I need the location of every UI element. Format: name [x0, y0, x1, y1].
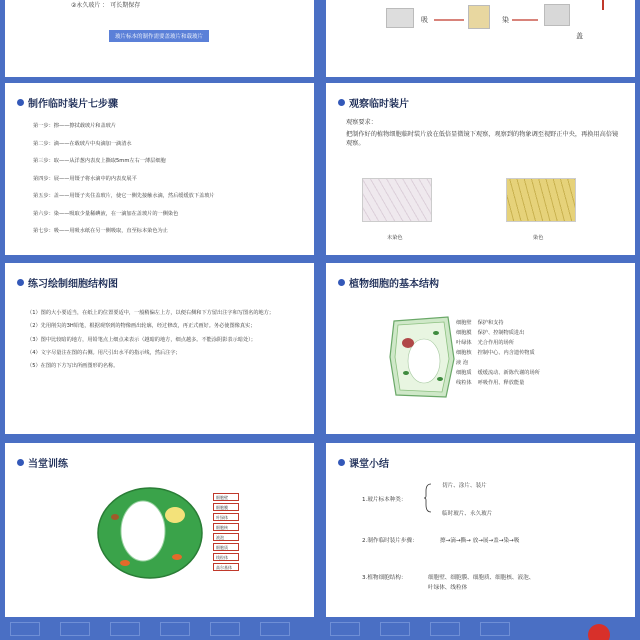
- strip-cell: [60, 622, 90, 636]
- strip-cell: [430, 622, 460, 636]
- strip-cell: [380, 622, 410, 636]
- step-item: 第七步：吸——用吸水纸在另一侧吸取，直至标本染色为止: [33, 228, 168, 234]
- slide-1: [5, 0, 314, 77]
- answer-blanks: [213, 493, 239, 573]
- slide-title: 练习绘制细胞结构图: [28, 279, 118, 290]
- red-edge: [602, 0, 604, 10]
- rule-item: （2）先用削尖的3H铅笔，根据观察到的物像画出轮廓，经过修改，再正式画好。务必使图像真实；: [27, 323, 256, 330]
- observe-req: 观察要求：: [346, 119, 377, 126]
- strip-cell: [330, 622, 360, 636]
- summary-q3a: 细胞壁、细胞膜、细胞质、细胞核、液泡、: [428, 575, 535, 581]
- slide-4: [326, 83, 635, 255]
- slide1-line: ②永久玻片 ： 可长期保存: [71, 2, 141, 9]
- structure-desc: 保护和支持: [477, 320, 504, 326]
- step-item: 第三步：取——从洋葱内表皮上撕取5mm左右一薄层细胞: [33, 158, 166, 164]
- rule-item: （4）文字尽量注在图的右侧。用尺引出水平的指示线，然后注字；: [27, 349, 181, 356]
- step-label-2: 染: [502, 16, 509, 24]
- stained-micrograph: [506, 178, 576, 222]
- strip-cell: [160, 622, 190, 636]
- bullet-dot: [17, 99, 24, 106]
- structure-name: 细胞核: [456, 350, 472, 356]
- step-item: 第一步：擦——擦拭载玻片和盖玻片: [33, 123, 117, 129]
- slide1-banner: 玻片标本的制作需要盖玻片和载玻片: [109, 30, 209, 42]
- bullet-dot: [338, 459, 345, 466]
- drawing-rules: [27, 309, 305, 376]
- structure-name: 线粒体: [456, 380, 472, 386]
- strip-cell: [10, 622, 40, 636]
- structure-name: 细胞膜: [456, 330, 472, 336]
- structure-row: [456, 370, 540, 377]
- summary-q2: 2.制作临时装片步骤：: [362, 538, 418, 544]
- arrow-2: [512, 17, 538, 23]
- answer-box: 液泡: [213, 533, 239, 541]
- answer-box: 细胞质: [213, 543, 239, 551]
- slide-6: [326, 263, 635, 434]
- structure-list: [456, 320, 540, 390]
- plant-cell-diagram: [386, 313, 458, 401]
- step-photo-3: [544, 4, 570, 26]
- summary-q1a: 切片、涂片、装片: [442, 483, 487, 489]
- step-photo-1: [386, 8, 414, 28]
- structure-desc: 控制中心、内含遗传物质: [477, 350, 535, 356]
- rule-item: （1）图的大小要适当，在纸上的位置要适中，一般稍偏左上方，以便右侧和下方留出注字和写图名的地方；: [27, 310, 275, 316]
- structure-name: 液 泡: [456, 360, 469, 366]
- structure-name: 叶绿体: [456, 340, 472, 346]
- slide-title: 观察临时装片: [349, 99, 409, 110]
- answer-box: 细胞膜: [213, 503, 239, 511]
- summary-q1b: 临时玻片、永久玻片: [442, 511, 493, 517]
- caption-unstained: 未染色: [387, 235, 403, 241]
- answer-box: 高尔基体: [213, 563, 239, 571]
- bullet-dot: [17, 459, 24, 466]
- step-item: 第四步：展——用镊子将水滴中的内表皮展平: [33, 175, 137, 182]
- arrow-1: [434, 17, 464, 23]
- summary-q3b: 叶绿体、线粒体: [428, 585, 468, 591]
- answer-box: 细胞核: [213, 523, 239, 531]
- brace: [424, 483, 432, 513]
- structure-row: [456, 330, 540, 337]
- strip-cell: [480, 622, 510, 636]
- unstained-micrograph: [362, 178, 432, 222]
- slide-title: 当堂训练: [28, 459, 68, 470]
- bullet-dot: [338, 279, 345, 286]
- steps-list: [33, 123, 303, 246]
- structure-name: 细胞质: [456, 370, 472, 376]
- slide-2: [326, 0, 635, 77]
- step-label-3: 盖: [576, 32, 583, 40]
- slide-5: [5, 263, 314, 434]
- slide-8: [326, 443, 635, 617]
- bottom-strip: [0, 618, 640, 640]
- caption-stained: 染色: [533, 235, 544, 241]
- structure-desc: 缓缓流动、新陈代谢的场所: [477, 370, 540, 376]
- step-label-1: 吸: [421, 16, 428, 24]
- answer-box: 叶绿体: [213, 513, 239, 521]
- slide-7: [5, 443, 314, 617]
- step-item: 第五步：盖——用镊子夹住盖玻片，使它一侧先接触水滴，然后缓缓放下盖玻片: [33, 193, 215, 199]
- structure-name: 细胞壁: [456, 320, 472, 326]
- structure-desc: 光合作用的场所: [477, 340, 514, 346]
- bullet-dot: [17, 279, 24, 286]
- structure-row: [456, 350, 540, 357]
- rule-item: （3）图中比较暗的地方，用铅笔点上细点来表示（越暗的地方，细点越多。不能涂阴影表示暗处）；: [27, 336, 256, 343]
- animal-cell-diagram: [95, 483, 215, 583]
- slide-3: [5, 83, 314, 255]
- structure-row: [456, 340, 540, 347]
- slide-title: 课堂小结: [349, 459, 389, 470]
- slide-title: 制作临时装片七步骤: [28, 99, 118, 110]
- observe-body: 把制作好的植物细胞临时装片放在低倍显微镜下观察，观察到的物象调至视野正中央，再换用高倍镜观察。: [346, 131, 619, 148]
- rule-item: （5）在图的下方写出所画图形的名称。: [27, 363, 119, 370]
- strip-cell: [110, 622, 140, 636]
- strip-cell: [210, 622, 240, 636]
- step-item: 第六步：染——吸取少量稀碘液，在一滴加在盖玻片的一侧染色: [33, 210, 179, 217]
- structure-row: [456, 360, 540, 367]
- step-photo-2: [468, 5, 490, 29]
- structure-row: [456, 320, 540, 327]
- summary-q3: 3.植物细胞结构：: [362, 575, 407, 581]
- strip-cell: [260, 622, 290, 636]
- answer-box: 线粒体: [213, 553, 239, 561]
- structure-row: [456, 380, 540, 387]
- red-circle-icon: [588, 624, 610, 640]
- answer-box: 细胞壁: [213, 493, 239, 501]
- structure-desc: 呼吸作用、释放能量: [477, 380, 525, 386]
- summary-q2a: 擦→滴→撕→ 放→展→盖→染→吸: [440, 538, 520, 544]
- bullet-dot: [338, 99, 345, 106]
- summary-q1: 1.玻片标本种类：: [362, 497, 407, 503]
- slide-title: 植物细胞的基本结构: [349, 279, 439, 290]
- step-item: 第二步：滴——在载玻片中央滴加一滴清水: [33, 140, 132, 147]
- structure-desc: 保护、控制物质进出: [477, 330, 525, 336]
